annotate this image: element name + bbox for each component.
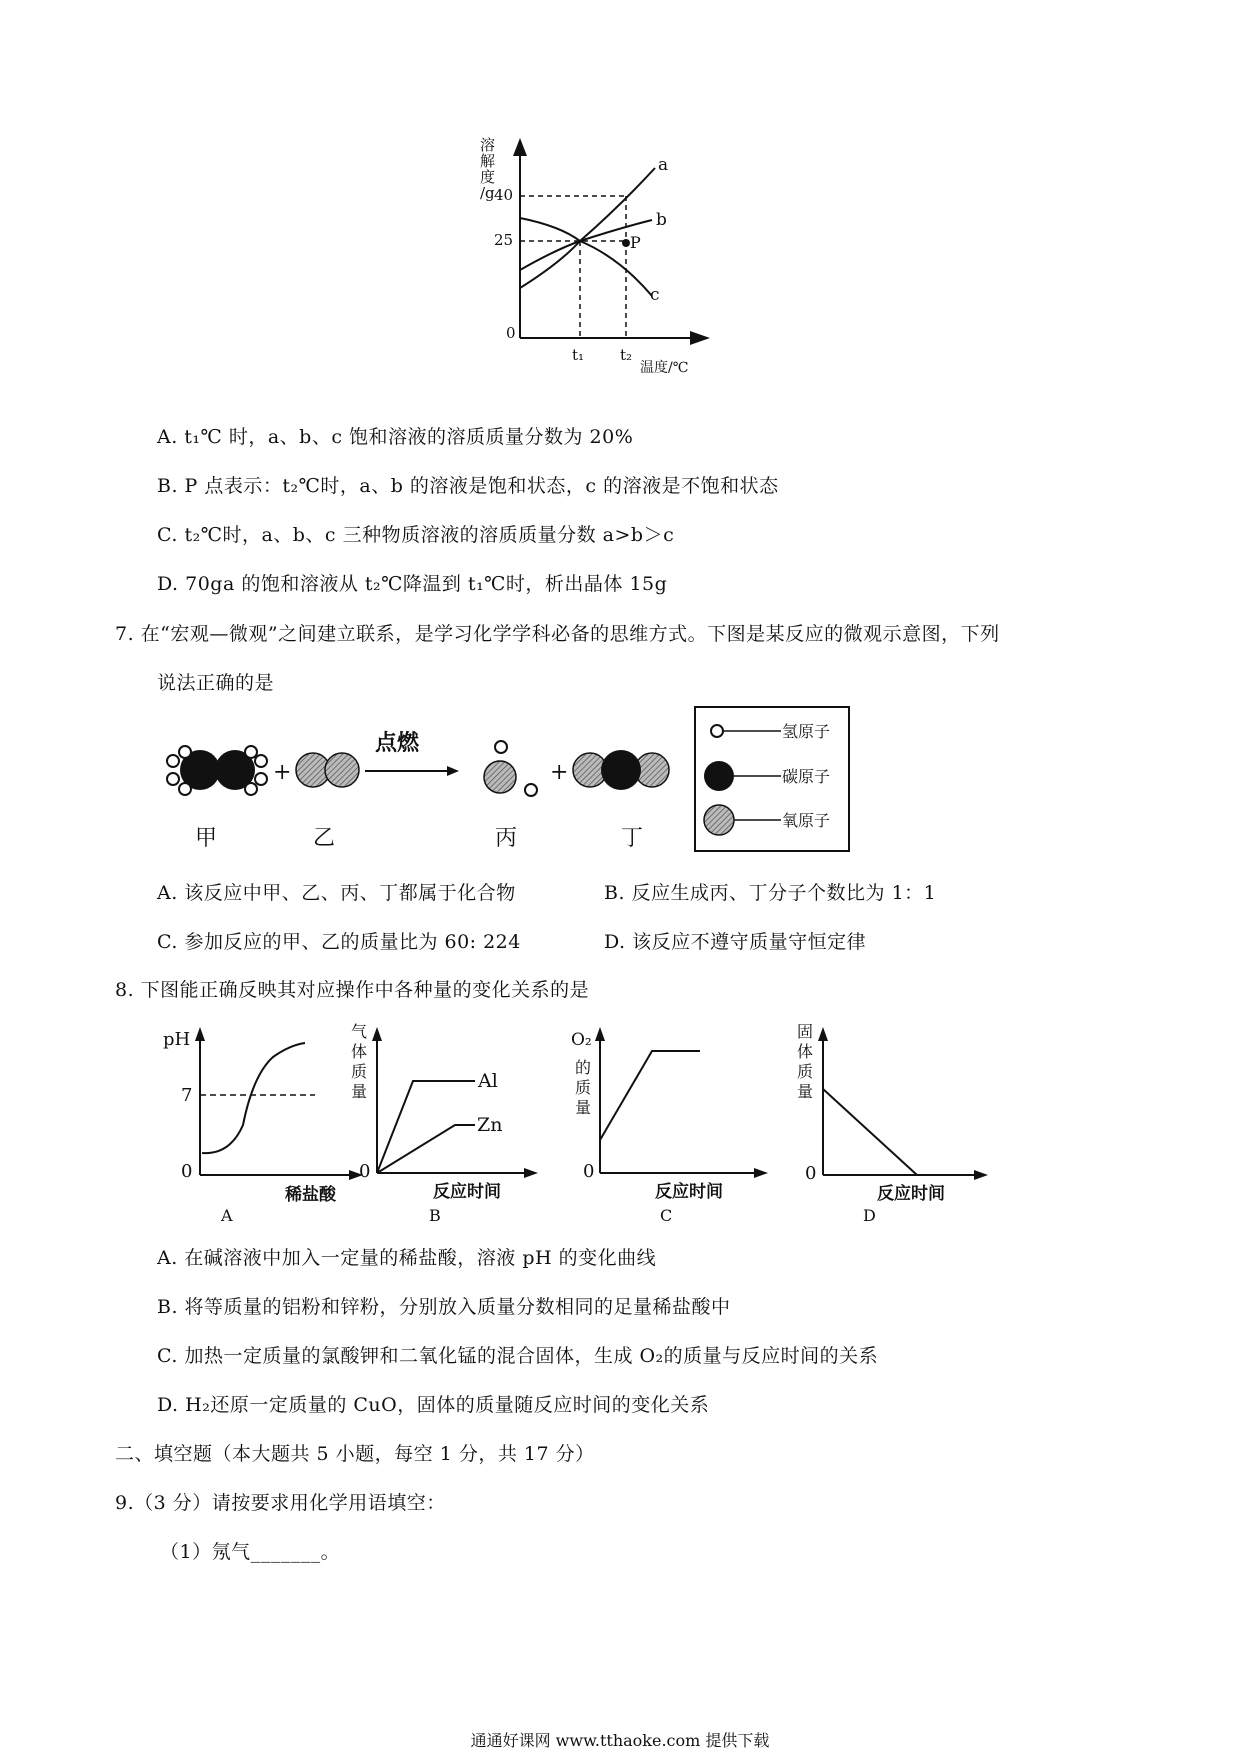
x-tick-t1: t₁	[572, 346, 585, 364]
graph-d	[797, 1022, 988, 1225]
graph-a-caption: A	[221, 1206, 233, 1225]
q7-stem: 7. 在“宏观—微观”之间建立联系，是学习化学学科必备的思维方式。下图是某反应的微观示意图，下列	[115, 623, 1000, 645]
series-label-al: Al	[478, 1070, 498, 1092]
graph-c	[571, 1027, 768, 1225]
graph-b-caption: B	[429, 1206, 441, 1225]
q7-stem-cont: 说法正确的是	[157, 672, 275, 694]
graph-a	[163, 1027, 363, 1225]
graph-b-y-label: 气体质量	[351, 1022, 368, 1101]
q8-option-c: C. 加热一定质量的氯酸钾和二氧化锰的混合固体，生成 O₂的质量与反应时间的关系	[157, 1345, 879, 1367]
q9-item-1: （1）氖气_______。	[160, 1541, 341, 1563]
y-tick-25: 25	[494, 231, 514, 249]
q8-option-a: A. 在碱溶液中加入一定量的稀盐酸，溶液 pH 的变化曲线	[157, 1247, 657, 1269]
curve-c-label: c	[650, 285, 660, 305]
graph-a-x-label: 稀盐酸	[285, 1185, 336, 1205]
molecule-yi	[296, 753, 359, 787]
q7-option-a: A. 该反应中甲、乙、丙、丁都属于化合物	[157, 882, 516, 904]
series-label-zn: Zn	[477, 1114, 503, 1136]
q6-option-b: B. P 点表示：t₂℃时，a、b 的溶液是饱和状态，c 的溶液是不饱和状态	[157, 475, 779, 497]
legend-carbon: 碳原子	[782, 767, 831, 786]
q7-option-b: B. 反应生成丙、丁分子个数比为 1：1	[604, 882, 937, 904]
y-tick-40: 40	[494, 186, 514, 204]
q7-option-d: D. 该反应不遵守质量守恒定律	[604, 931, 867, 953]
legend-oxygen: 氧原子	[782, 811, 831, 830]
section-heading: 二、填空题（本大题共 5 小题，每空 1 分，共 17 分）	[115, 1443, 595, 1465]
q8-stem: 8. 下图能正确反映其对应操作中各种量的变化关系的是	[115, 979, 590, 1001]
q7-option-c: C. 参加反应的甲、乙的质量比为 60: 224	[157, 931, 521, 953]
point-p	[622, 239, 630, 247]
x-axis-label: 温度/℃	[640, 360, 689, 376]
curve-c	[520, 218, 652, 296]
label-bing: 丙	[495, 826, 518, 851]
q8-graphs	[155, 1015, 1075, 1225]
solubility-curve-figure	[470, 128, 790, 398]
molecule-ding	[573, 750, 669, 790]
molecule-jia	[167, 746, 267, 795]
curve-a-label: a	[658, 155, 669, 175]
q6-option-a: A. t₁℃ 时，a、b、c 饱和溶液的溶质质量分数为 20%	[157, 426, 634, 448]
graph-c-caption: C	[660, 1206, 673, 1225]
reaction-condition: 点燃	[375, 730, 420, 756]
curve-a	[520, 168, 655, 288]
x-tick-t2: t₂	[620, 346, 633, 364]
atom-legend	[695, 707, 849, 851]
graph-d-caption: D	[863, 1206, 876, 1225]
graph-b-x-label: 反应时间	[433, 1182, 501, 1202]
graph-c-y-label-2: 的质量	[575, 1058, 592, 1117]
graph-b-origin: 0	[359, 1161, 371, 1182]
q6-option-c: C. t₂℃时，a、b、c 三种物质溶液的溶质质量分数 a>b＞c	[157, 524, 675, 546]
q8-option-d: D. H₂还原一定质量的 CuO，固体的质量随反应时间的变化关系	[157, 1394, 710, 1416]
label-jia: 甲	[195, 826, 218, 851]
q9-stem: 9.（3 分）请按要求用化学用语填空：	[115, 1492, 446, 1514]
plus-sign-2: +	[550, 760, 569, 785]
legend-hydrogen: 氢原子	[782, 722, 831, 741]
curve-b-label: b	[656, 210, 667, 230]
reaction-micro-diagram	[165, 705, 865, 855]
y-axis-label: 溶解度/g	[480, 136, 496, 202]
origin-label: 0	[506, 324, 516, 342]
point-p-label: P	[630, 233, 641, 252]
graph-c-y-label-1: O₂	[571, 1030, 592, 1050]
label-yi: 乙	[313, 826, 336, 851]
graph-a-tick-7: 7	[181, 1085, 193, 1106]
page-footer: 通通好课网 www.tthaoke.com 提供下载	[470, 1731, 770, 1750]
label-ding: 丁	[621, 826, 644, 851]
plus-sign-1: +	[273, 760, 292, 785]
graph-c-origin: 0	[583, 1161, 595, 1182]
graph-d-y-label: 固体质量	[797, 1022, 814, 1101]
graph-c-x-label: 反应时间	[655, 1182, 723, 1202]
q8-option-b: B. 将等质量的铝粉和锌粉，分别放入质量分数相同的足量稀盐酸中	[157, 1296, 731, 1318]
q6-option-d: D. 70ga 的饱和溶液从 t₂℃降温到 t₁℃时，析出晶体 15g	[157, 573, 668, 595]
graph-d-origin: 0	[805, 1163, 817, 1184]
graph-a-origin: 0	[181, 1161, 193, 1182]
molecule-bing	[484, 741, 537, 796]
graph-b	[351, 1022, 538, 1225]
graph-a-y-label: pH	[163, 1029, 191, 1050]
graph-d-x-label: 反应时间	[877, 1184, 945, 1204]
